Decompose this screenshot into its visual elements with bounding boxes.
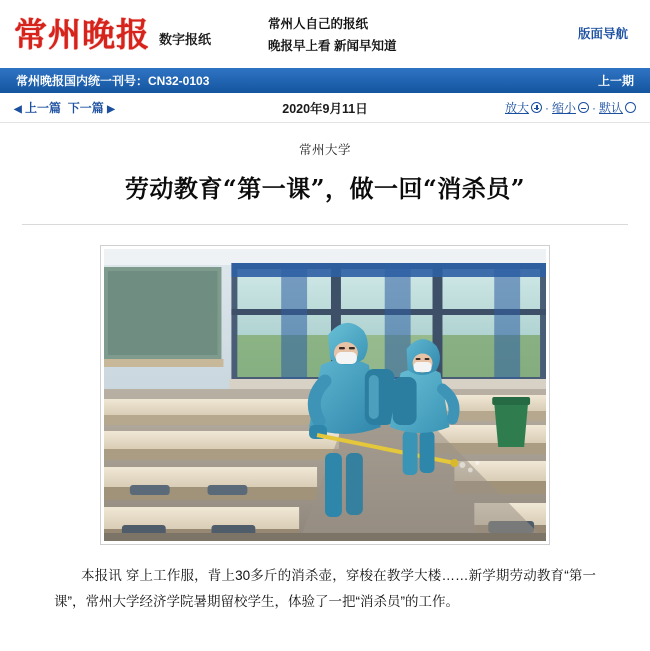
- zoom-out-button[interactable]: [552, 99, 589, 116]
- masthead: [0, 0, 650, 68]
- logo-block[interactable]: [14, 14, 212, 54]
- page-navigation-link[interactable]: 版面导航: [577, 27, 628, 41]
- prev-arrow-icon[interactable]: ◀: [14, 104, 22, 115]
- plus-circle-icon: [531, 102, 542, 113]
- divider: [22, 224, 628, 225]
- zoom-separator-1: ·: [544, 100, 549, 115]
- newspaper-logo: 常州晚报: [14, 14, 150, 54]
- zoom-in-label: 放大: [504, 101, 529, 115]
- circle-icon: [625, 102, 636, 113]
- zoom-out-label: 缩小: [551, 101, 576, 115]
- slogan-line-1: 常州人自己的报纸: [268, 17, 369, 31]
- article-pager: [14, 99, 115, 116]
- photo-illustration: [104, 249, 546, 541]
- zoom-default-button[interactable]: [599, 99, 636, 116]
- slogan: [268, 14, 396, 58]
- article-photo: [104, 249, 546, 541]
- prev-article-link[interactable]: 上一篇: [25, 101, 62, 115]
- zoom-default-label: 默认: [598, 101, 623, 115]
- zoom-controls: [505, 99, 636, 116]
- article: [0, 140, 650, 616]
- article-headline: 劳动教育“第一课”，做一回“消杀员”: [124, 174, 526, 203]
- next-arrow-icon[interactable]: ▶: [107, 104, 115, 115]
- logo-subtitle: 数字报纸: [159, 31, 212, 47]
- previous-issue-link[interactable]: 上一期: [597, 74, 634, 88]
- next-article-link[interactable]: 下一篇: [67, 101, 104, 115]
- slogan-line-2: 晚报早上看 新闻早知道: [268, 38, 397, 53]
- zoom-in-button[interactable]: [505, 99, 542, 116]
- article-toolbar: [0, 93, 650, 123]
- article-figure: [100, 245, 550, 545]
- article-body: 本报讯 穿上工作服，背上30多斤的消杀壶，穿梭在教学大楼……新学期劳动教育“第一课”，常州大学经济学院暑期留校学生，体验了一把“消杀员”的工作。: [54, 568, 596, 610]
- article-kicker: 常州大学: [298, 143, 351, 157]
- zoom-separator-2: ·: [591, 100, 596, 115]
- publication-date: 2020年9月11日: [282, 101, 368, 116]
- publication-serial: 常州晚报国内统一刊号：CN32-0103: [16, 74, 210, 88]
- minus-circle-icon: [578, 102, 589, 113]
- publication-info-bar: [0, 68, 650, 93]
